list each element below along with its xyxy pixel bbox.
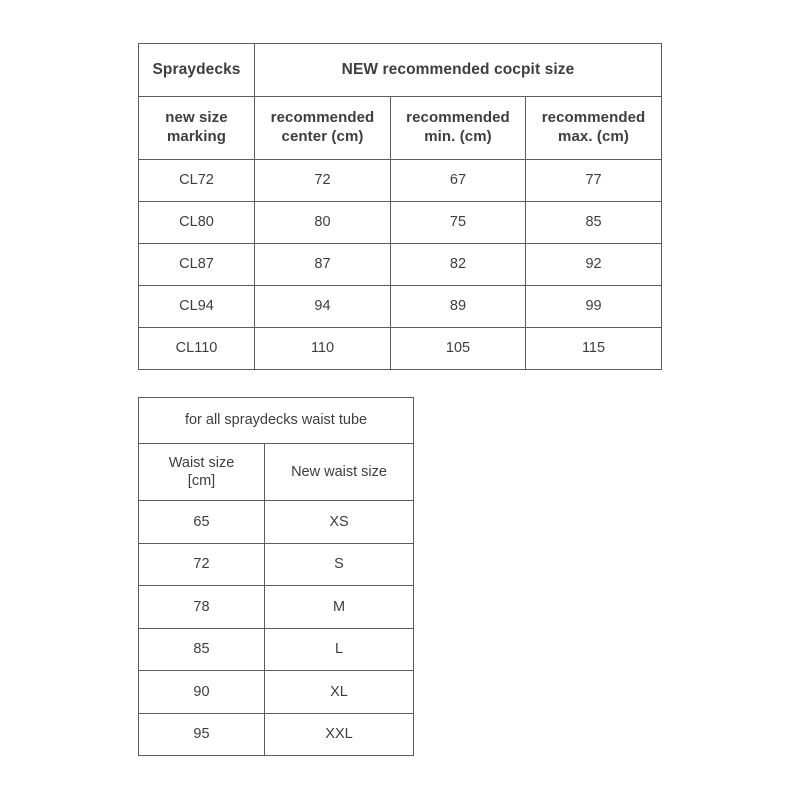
table-row	[139, 628, 414, 671]
column-header-line1: recommended	[541, 109, 646, 127]
table-row	[139, 328, 662, 370]
table-row	[139, 202, 662, 244]
cell-recommended-center: 110	[255, 328, 391, 370]
table-header-row-top	[139, 44, 662, 97]
cell-size-marking: CL80	[139, 202, 255, 244]
cell-new-waist-size: S	[265, 543, 414, 586]
cell-new-waist-size: L	[265, 628, 414, 671]
column-header-new-waist-size: New waist size	[265, 444, 414, 501]
cell-new-waist-size: M	[265, 586, 414, 629]
cell-recommended-max: 85	[526, 202, 662, 244]
table-row	[139, 543, 414, 586]
column-header-line2: [cm]	[187, 473, 216, 489]
table-row	[139, 586, 414, 629]
column-header-line1: recommended	[270, 109, 375, 127]
cell-recommended-max: 92	[526, 244, 662, 286]
column-header-line2: marking	[166, 128, 227, 145]
cell-recommended-min: 75	[391, 202, 526, 244]
column-header-line1: recommended	[406, 109, 510, 127]
column-header-line2: max. (cm)	[558, 128, 629, 145]
column-header-line1: new size	[165, 109, 228, 127]
table-row	[139, 713, 414, 756]
table-row	[139, 501, 414, 544]
table-row	[139, 286, 662, 328]
column-header-line1: Waist size	[168, 454, 235, 471]
waist-table-header-row-top	[139, 398, 414, 444]
column-header-recommended-center	[255, 97, 391, 160]
cell-waist-size: 90	[139, 671, 265, 714]
cell-size-marking: CL110	[139, 328, 255, 370]
cell-recommended-max: 77	[526, 160, 662, 202]
cell-recommended-center: 87	[255, 244, 391, 286]
cell-recommended-min: 67	[391, 160, 526, 202]
cell-size-marking: CL72	[139, 160, 255, 202]
cell-new-waist-size: XS	[265, 501, 414, 544]
cell-recommended-max: 99	[526, 286, 662, 328]
cell-recommended-min: 89	[391, 286, 526, 328]
cell-waist-size: 78	[139, 586, 265, 629]
column-header-recommended-min	[391, 97, 526, 160]
cell-recommended-min: 105	[391, 328, 526, 370]
column-header-new-size-marking	[139, 97, 255, 160]
column-header-waist-size	[139, 444, 265, 501]
cell-size-marking: CL87	[139, 244, 255, 286]
table-row	[139, 671, 414, 714]
cell-waist-size: 65	[139, 501, 265, 544]
cell-waist-size: 85	[139, 628, 265, 671]
header-new-recommended-cockpit-size: NEW recommended cocpit size	[255, 44, 662, 97]
table-row	[139, 244, 662, 286]
spraydeck-cockpit-size-table	[138, 43, 662, 370]
cell-size-marking: CL94	[139, 286, 255, 328]
column-header-recommended-max	[526, 97, 662, 160]
column-header-line2: center (cm)	[281, 128, 364, 145]
cell-recommended-center: 94	[255, 286, 391, 328]
waist-tube-size-table	[138, 397, 414, 756]
cell-recommended-max: 115	[526, 328, 662, 370]
column-header-line2: min. (cm)	[424, 128, 492, 145]
cell-waist-size: 95	[139, 713, 265, 756]
header-spraydecks: Spraydecks	[139, 44, 255, 97]
cell-waist-size: 72	[139, 543, 265, 586]
header-for-all-spraydecks-waist-tube: for all spraydecks waist tube	[139, 398, 414, 444]
waist-table-header-row-columns	[139, 444, 414, 501]
cell-recommended-min: 82	[391, 244, 526, 286]
table-header-row-columns	[139, 97, 662, 160]
cell-recommended-center: 72	[255, 160, 391, 202]
cell-recommended-center: 80	[255, 202, 391, 244]
cell-new-waist-size: XL	[265, 671, 414, 714]
cell-new-waist-size: XXL	[265, 713, 414, 756]
table-row	[139, 160, 662, 202]
